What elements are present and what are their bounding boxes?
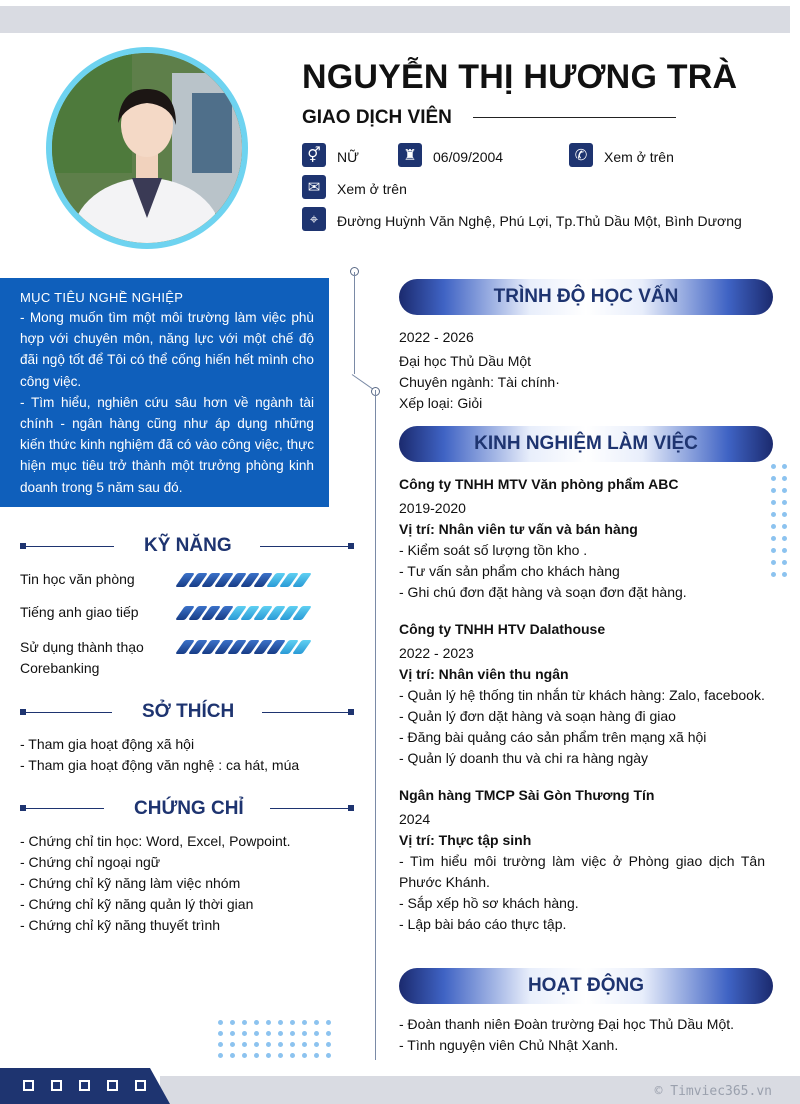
activity-item: - Tình nguyện viên Chủ Nhật Xanh. bbox=[399, 1037, 619, 1053]
decorative-dot bbox=[782, 560, 787, 565]
decorative-dot bbox=[326, 1020, 331, 1025]
activities-list bbox=[399, 1014, 765, 1056]
decorative-dot bbox=[782, 536, 787, 541]
decorative-dot bbox=[782, 464, 787, 469]
career-objective-title: MỤC TIÊU NGHỀ NGHIỆP bbox=[20, 290, 184, 305]
decorative-dot bbox=[290, 1053, 295, 1058]
job-company: Công ty TNHH HTV Dalathouse bbox=[399, 621, 606, 637]
job-task: - Tìm hiểu môi trường làm việc ở Phòng giao dịch Tân Phước Khánh. bbox=[399, 853, 765, 890]
watermark: © Timviec365.vn bbox=[654, 1084, 772, 1099]
candidate-name: NGUYỄN THỊ HƯƠNG TRÀ bbox=[302, 58, 738, 96]
email-icon: ✉ bbox=[302, 175, 326, 199]
email-value: Xem ở trên bbox=[337, 181, 407, 197]
decorative-dot bbox=[242, 1053, 247, 1058]
decorative-dot bbox=[278, 1053, 283, 1058]
certificate-item: - Chứng chỉ ngoại ngữ bbox=[20, 854, 161, 870]
footer-square bbox=[23, 1080, 34, 1091]
decorative-dot bbox=[254, 1020, 259, 1025]
job-period: 2024 bbox=[399, 811, 431, 827]
decorative-dot bbox=[771, 560, 776, 565]
education-grade: Xếp loại: Giỏi bbox=[399, 395, 483, 411]
decorative-dot bbox=[290, 1042, 295, 1047]
activities-title: HOẠT ĐỘNG bbox=[527, 975, 645, 996]
hobbies-list bbox=[20, 734, 299, 776]
job-task: - Lập bài báo cáo thực tập. bbox=[399, 916, 567, 932]
decorative-dot bbox=[771, 536, 776, 541]
gender-icon: ⚥ bbox=[302, 143, 326, 167]
decorative-dot bbox=[782, 524, 787, 529]
decorative-dot bbox=[782, 572, 787, 577]
decorative-dot-grid-left bbox=[218, 1020, 331, 1058]
footer-square bbox=[79, 1080, 90, 1091]
job-task: - Đăng bài quảng cáo sản phẩm trên mạng xã hội bbox=[399, 729, 707, 745]
decorative-dot bbox=[782, 488, 787, 493]
decorative-dot bbox=[771, 548, 776, 553]
decorative-dot bbox=[302, 1042, 307, 1047]
experience-job-1 bbox=[399, 474, 765, 603]
title-divider bbox=[473, 117, 676, 118]
decorative-dot bbox=[782, 476, 787, 481]
skills-line-right bbox=[260, 546, 348, 547]
job-period: 2022 - 2023 bbox=[399, 645, 474, 661]
decorative-dot bbox=[771, 464, 776, 469]
certificates-list bbox=[20, 831, 291, 936]
decorative-dot bbox=[254, 1031, 259, 1036]
decorative-dot bbox=[314, 1020, 319, 1025]
certificate-item: - Chứng chỉ kỹ năng thuyết trình bbox=[20, 917, 221, 933]
location-pin-icon: ⌖ bbox=[302, 207, 326, 231]
hobbies-line-left bbox=[26, 712, 112, 713]
decorative-dot bbox=[218, 1042, 223, 1047]
footer-square bbox=[135, 1080, 146, 1091]
gender-value: NỮ bbox=[337, 149, 360, 165]
decorative-dot bbox=[302, 1031, 307, 1036]
footer-squares bbox=[23, 1080, 146, 1091]
skill-label-2: Tiếng anh giao tiếp bbox=[20, 604, 139, 620]
skill-bars-2 bbox=[180, 606, 307, 620]
decorative-dot bbox=[266, 1020, 271, 1025]
career-objective-paragraph-2: - Tìm hiểu, nghiên cứu sâu hơn về ngành tài chính - ngân hàng cũng như áp dụng những kiến thức kinh nghiệm đã có vào công việc, thực hiện mục tiêu trở thành một trưởng phòng kinh doanh trong 5 năm sau đó. bbox=[20, 394, 314, 495]
decorative-dot bbox=[266, 1042, 271, 1047]
decorative-dot bbox=[771, 488, 776, 493]
certificates-line-left bbox=[26, 808, 104, 809]
skill-label-1: Tin học văn phòng bbox=[20, 571, 135, 587]
decorative-dot bbox=[230, 1053, 235, 1058]
job-position: Vị trí: Thực tập sinh bbox=[399, 832, 532, 848]
timeline-line bbox=[354, 272, 355, 374]
job-company: Công ty TNHH MTV Văn phòng phẩm ABC bbox=[399, 476, 679, 492]
certificate-item: - Chứng chỉ kỹ năng quản lý thời gian bbox=[20, 896, 254, 912]
decorative-dot bbox=[782, 512, 787, 517]
decorative-dot bbox=[771, 500, 776, 505]
certificates-title: CHỨNG CHỈ bbox=[134, 798, 244, 819]
job-position: Vị trí: Nhân viên tư vấn và bán hàng bbox=[399, 521, 638, 537]
hobby-item: - Tham gia hoạt động văn nghệ : ca hát, múa bbox=[20, 757, 300, 773]
activity-item: - Đoàn thanh niên Đoàn trường Đại học Thủ Dầu Một. bbox=[399, 1016, 735, 1032]
activities-ribbon bbox=[399, 968, 773, 1004]
timeline-line-lower bbox=[375, 390, 376, 1060]
decorative-dot bbox=[218, 1053, 223, 1058]
decorative-dot bbox=[242, 1020, 247, 1025]
decorative-dot bbox=[302, 1053, 307, 1058]
skills-square-right bbox=[348, 543, 354, 549]
job-position: Vị trí: Nhân viên thu ngân bbox=[399, 666, 569, 682]
skills-title: KỸ NĂNG bbox=[144, 535, 232, 556]
decorative-dot bbox=[230, 1020, 235, 1025]
education-ribbon bbox=[399, 279, 773, 315]
education-period: 2022 - 2026 bbox=[399, 329, 474, 345]
decorative-dot bbox=[326, 1053, 331, 1058]
job-company: Ngân hàng TMCP Sài Gòn Thương Tín bbox=[399, 787, 655, 803]
skills-line-left bbox=[26, 546, 114, 547]
decorative-dot bbox=[290, 1020, 295, 1025]
experience-job-3 bbox=[399, 785, 765, 935]
phone-icon: ✆ bbox=[569, 143, 593, 167]
decorative-dot bbox=[771, 572, 776, 577]
skill-bars-1 bbox=[180, 573, 307, 587]
decorative-dot bbox=[302, 1020, 307, 1025]
decorative-dot bbox=[242, 1031, 247, 1036]
birthday-value: 06/09/2004 bbox=[433, 149, 504, 165]
certificates-square-right bbox=[348, 805, 354, 811]
job-task: - Kiểm soát số lượng tồn kho . bbox=[399, 542, 588, 558]
top-bar bbox=[0, 6, 790, 33]
hobbies-title: SỞ THÍCH bbox=[142, 701, 235, 722]
decorative-dot bbox=[242, 1042, 247, 1047]
education-title: TRÌNH ĐỘ HỌC VẤN bbox=[493, 286, 679, 307]
job-task: - Sắp xếp hồ sơ khách hàng. bbox=[399, 895, 579, 911]
education-major: Chuyên ngành: Tài chính· bbox=[399, 374, 560, 390]
decorative-dot-grid-right bbox=[771, 464, 787, 577]
decorative-dot bbox=[314, 1031, 319, 1036]
decorative-dot bbox=[254, 1042, 259, 1047]
hobbies-line-right bbox=[262, 712, 348, 713]
career-objective-box bbox=[0, 278, 329, 507]
decorative-dot bbox=[218, 1020, 223, 1025]
decorative-dot bbox=[218, 1031, 223, 1036]
avatar bbox=[52, 53, 242, 243]
decorative-dot bbox=[278, 1042, 283, 1047]
decorative-dot bbox=[278, 1031, 283, 1036]
decorative-dot bbox=[326, 1042, 331, 1047]
hobby-item: - Tham gia hoạt động xã hội bbox=[20, 736, 195, 752]
footer-square bbox=[107, 1080, 118, 1091]
job-task: - Quản lý hệ thống tin nhắn từ khách hàng: Zalo, facebook. bbox=[399, 687, 765, 703]
decorative-dot bbox=[266, 1053, 271, 1058]
birthday-cake-icon: ♜ bbox=[398, 143, 422, 167]
education-section bbox=[399, 327, 769, 414]
decorative-dot bbox=[782, 500, 787, 505]
job-task: - Ghi chú đơn đặt hàng và soạn đơn đặt hàng. bbox=[399, 584, 687, 600]
education-school: Đại học Thủ Dầu Một bbox=[399, 353, 532, 369]
experience-ribbon bbox=[399, 426, 773, 462]
decorative-dot bbox=[326, 1031, 331, 1036]
decorative-dot bbox=[771, 524, 776, 529]
decorative-dot bbox=[782, 548, 787, 553]
certificate-item: - Chứng chỉ kỹ năng làm việc nhóm bbox=[20, 875, 241, 891]
hobbies-square-right bbox=[348, 709, 354, 715]
decorative-dot bbox=[290, 1031, 295, 1036]
decorative-dot bbox=[771, 512, 776, 517]
certificate-item: - Chứng chỉ tin học: Word, Excel, Powpoint. bbox=[20, 833, 291, 849]
decorative-dot bbox=[314, 1042, 319, 1047]
phone-value: Xem ở trên bbox=[604, 149, 674, 165]
decorative-dot bbox=[254, 1053, 259, 1058]
job-period: 2019-2020 bbox=[399, 500, 466, 516]
skill-label-3: Sử dụng thành thạo Corebanking bbox=[20, 639, 144, 676]
footer-square bbox=[51, 1080, 62, 1091]
decorative-dot bbox=[314, 1053, 319, 1058]
job-task: - Tư vấn sản phẩm cho khách hàng bbox=[399, 563, 620, 579]
decorative-dot bbox=[230, 1031, 235, 1036]
skill-bars-3 bbox=[180, 640, 307, 654]
decorative-dot bbox=[230, 1042, 235, 1047]
certificates-line-right bbox=[270, 808, 348, 809]
job-title: GIAO DỊCH VIÊN bbox=[302, 107, 452, 128]
experience-job-2 bbox=[399, 619, 765, 769]
decorative-dot bbox=[278, 1020, 283, 1025]
job-task: - Quản lý doanh thu và chi ra hàng ngày bbox=[399, 750, 649, 766]
experience-title: KINH NGHIỆM LÀM VIỆC bbox=[474, 433, 698, 454]
decorative-dot bbox=[771, 476, 776, 481]
decorative-dot bbox=[266, 1031, 271, 1036]
career-objective-paragraph-1: - Mong muốn tìm một môi trường làm việc phù hợp với chuyên môn, năng lực với một chế độ đãi ngộ tốt để Tôi có thể cống hiến hết mình cho công việc. bbox=[20, 310, 314, 389]
portrait-photo bbox=[52, 53, 242, 243]
job-task: - Quản lý đơn dặt hàng và soạn hàng đi giao bbox=[399, 708, 676, 724]
address-value: Đường Huỳnh Văn Nghệ, Phú Lợi, Tp.Thủ Dầu Một, Bình Dương bbox=[337, 213, 742, 229]
